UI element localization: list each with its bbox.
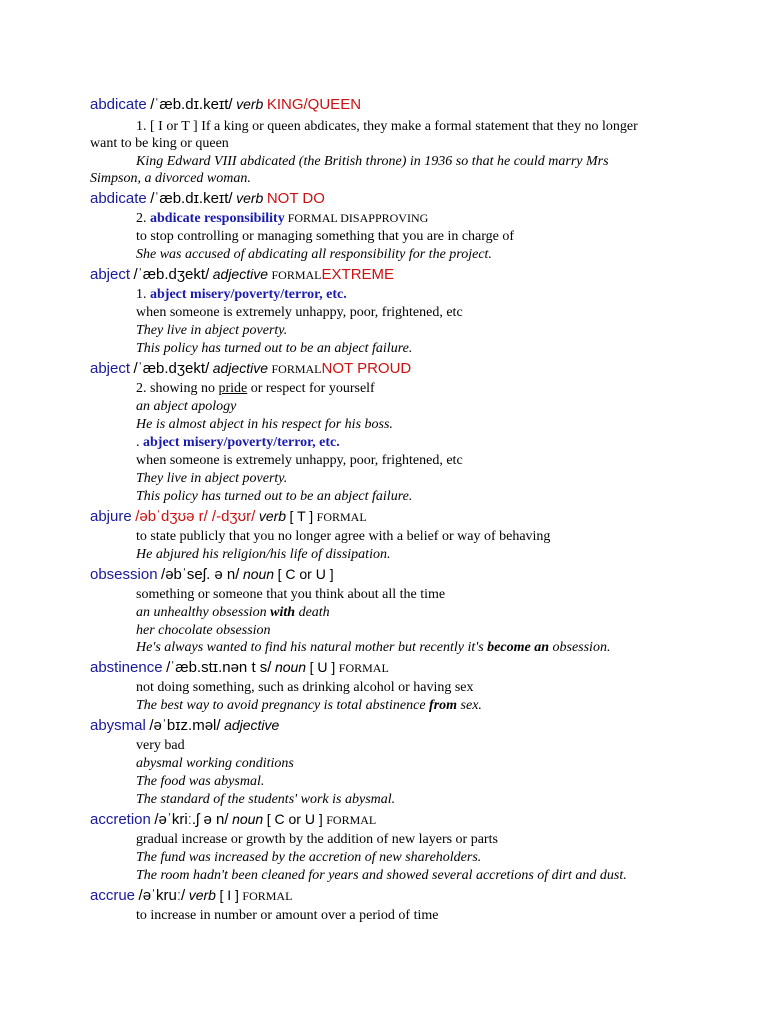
definition: something or someone that you think about all the time [136, 587, 446, 602]
collocation: become an [487, 640, 549, 655]
usage-label: FORMAL DISAPPROVING [284, 211, 429, 225]
definition-text: 2. showing no [136, 381, 219, 396]
pronunciation: /ˈæb.dɪ.keɪt/ [150, 190, 233, 207]
part-of-speech: noun [232, 811, 264, 827]
phrase-line [136, 434, 340, 451]
example: The fund was increased by the accretion of new shareholders. [136, 850, 482, 865]
example: He abjured his religion/his life of dissipation. [136, 547, 391, 562]
part-of-speech: verb [236, 190, 264, 206]
headword: abysmal [90, 717, 146, 734]
part-of-speech: noun [242, 566, 275, 582]
definition: to increase in number or amount over a period of time [136, 908, 439, 923]
definition: when someone is extremely unhappy, poor, frightened, etc [136, 453, 463, 468]
example-continued: Simpson, a divorced woman. [90, 171, 251, 186]
sense-label: NOT PROUD [321, 360, 412, 377]
phrase: abject misery/poverty/terror, etc. [143, 435, 340, 450]
part-of-speech: adjective [224, 717, 280, 733]
example: her chocolate obsession [136, 623, 271, 638]
headword: abstinence [90, 659, 163, 676]
example-text: an unhealthy obsession [136, 605, 271, 620]
part-of-speech: verb [258, 508, 287, 524]
example-text: death [295, 605, 330, 620]
grammar-code: [ T ] [289, 508, 314, 524]
example [136, 697, 482, 714]
entry-header-abstinence [90, 659, 389, 677]
pronunciation: /ˈæb.dɪ.keɪt/ [150, 96, 233, 113]
part-of-speech: adjective [212, 266, 268, 282]
entry-header-abject-1 [90, 266, 394, 284]
example: This policy has turned out to be an abject failure. [136, 341, 413, 356]
headword: obsession [90, 566, 158, 583]
definition: to state publicly that you no longer agree with a belief or way of behaving [136, 529, 551, 544]
definition [136, 380, 375, 397]
phrase-line [136, 210, 428, 227]
sense-number: 2. [136, 211, 150, 226]
collocation: from [429, 698, 458, 713]
grammar-code: [ U ] [309, 659, 336, 675]
phrase: abdicate responsibility [150, 211, 285, 226]
pride-link[interactable]: pride [218, 381, 248, 396]
example: King Edward VIII abdicated (the British throne) in 1936 so that he could marry Mrs [136, 154, 609, 169]
example: The standard of the students' work is abysmal. [136, 792, 396, 807]
sense-label: KING/QUEEN [266, 96, 362, 113]
usage-label: FORMAL [271, 362, 322, 376]
example: They live in abject poverty. [136, 323, 288, 338]
example [136, 639, 610, 656]
definition: to stop controlling or managing something that you are in charge of [136, 229, 515, 244]
usage-label: FORMAL [338, 661, 389, 675]
entry-header-abdicate-1 [90, 96, 361, 114]
example-text: sex. [457, 698, 482, 713]
pronunciation: /əˈkruː/ [138, 887, 186, 904]
headword: abdicate [90, 190, 147, 207]
pronunciation: /ˈæb.stɪ.nən t s/ [166, 659, 272, 676]
part-of-speech: verb [188, 887, 216, 903]
grammar-code: [ C or U ] [266, 811, 323, 827]
sense-label: NOT DO [266, 190, 325, 207]
pronunciation: /ˈæb.dʒekt/ [133, 266, 210, 283]
entry-header-accrue [90, 887, 292, 905]
definition: very bad [136, 738, 185, 753]
example: This policy has turned out to be an abject failure. [136, 489, 413, 504]
pronunciation: /əˈbɪz.məl/ [149, 717, 221, 734]
definition-text: or respect for yourself [247, 381, 375, 396]
pronunciation: /əbˈdʒʊə r/ /-dʒʊr/ [135, 508, 256, 525]
example [136, 604, 330, 621]
headword: accretion [90, 811, 151, 828]
example: The food was abysmal. [136, 774, 265, 789]
pronunciation: /ˈæb.dʒekt/ [133, 360, 210, 377]
phrase-line [136, 286, 347, 303]
usage-label: FORMAL [316, 510, 367, 524]
headword: abject [90, 266, 131, 283]
entry-header-abjure [90, 508, 367, 526]
pronunciation: /əbˈseʃ. ə n/ [161, 566, 240, 583]
entry-header-obsession [90, 566, 334, 584]
phrase: abject misery/poverty/terror, etc. [150, 287, 347, 302]
headword: abjure [90, 508, 132, 525]
part-of-speech: verb [236, 96, 264, 112]
definition: gradual increase or growth by the addition of new layers or parts [136, 832, 498, 847]
example: She was accused of abdicating all responsibility for the project. [136, 247, 492, 262]
entry-header-abysmal [90, 717, 279, 735]
usage-label: FORMAL [326, 813, 377, 827]
example: abysmal working conditions [136, 756, 294, 771]
pronunciation: /əˈkriː.ʃ ə n/ [154, 811, 229, 828]
example: The room hadn't been cleaned for years and showed several accretions of dirt and dust. [136, 868, 627, 883]
entry-header-abdicate-2 [90, 190, 325, 208]
definition: not doing something, such as drinking alcohol or having sex [136, 680, 474, 695]
sense-number: 1. [136, 287, 150, 302]
part-of-speech: noun [274, 659, 307, 675]
part-of-speech: adjective [212, 360, 268, 376]
definition: 1. [ I or T ] If a king or queen abdicates, they make a formal statement that they no longer [136, 119, 638, 134]
sense-label: EXTREME [321, 266, 395, 283]
example: They live in abject poverty. [136, 471, 288, 486]
grammar-code: [ C or U ] [277, 566, 334, 582]
headword: accrue [90, 887, 136, 904]
entry-header-accretion [90, 811, 376, 829]
usage-label: FORMAL [271, 268, 322, 282]
usage-label: FORMAL [242, 889, 293, 903]
headword: abject [90, 360, 131, 377]
entry-header-abject-2 [90, 360, 411, 378]
example-text: He's always wanted to find his natural mother but recently it's [136, 640, 488, 655]
grammar-code: [ I ] [219, 887, 239, 903]
definition-continued: want to be king or queen [90, 136, 229, 151]
example-text: The best way to avoid pregnancy is total abstinence [136, 698, 430, 713]
sense-number: . [136, 435, 143, 450]
example: He is almost abject in his respect for his boss. [136, 417, 393, 432]
definition: when someone is extremely unhappy, poor, frightened, etc [136, 305, 463, 320]
example-text: obsession. [549, 640, 611, 655]
headword: abdicate [90, 96, 147, 113]
example: an abject apology [136, 399, 237, 414]
collocation: with [270, 605, 296, 620]
